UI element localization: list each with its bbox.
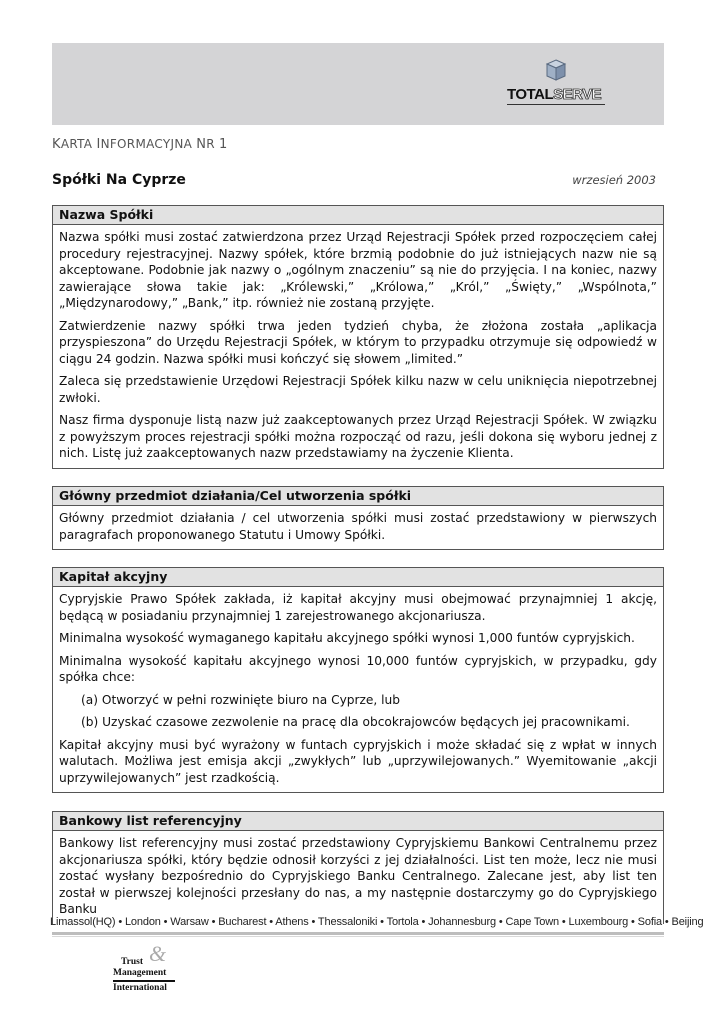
- paragraph: Minimalna wysokość wymaganego kapitału akcyjnego spółki wynosi 1,000 funtów cypryjskich.: [59, 631, 635, 645]
- paragraph: Bankowy list referencyjny musi zostać przedstawiony Cypryjskiemu Bankowi Centralnemu przez akcjonariusza spółki, który będzie odnosił korzyści z jej działalności. List ten może, lecz nie musi zostać wysłany bezpośrednio do Cypryjskiego Banku Centralnego. Zalecane jest, aby list ten został w pierwszej kolejności przesłany do nas, a my następnie dostarczymy go do Cypryjskiego Banku: [59, 836, 657, 916]
- list-item: (a) Otworzyć w pełni rozwinięte biuro na Cyprze, lub: [81, 692, 401, 707]
- logo-underline: [507, 104, 605, 105]
- paragraph: Cypryjskie Prawo Spółek zakłada, iż kapitał akcyjny musi obejmować przynajmniej 1 akcję, będącą w posiadaniu przynajmniej 1 zarejestrowanego akcjonariusza.: [59, 592, 657, 623]
- doc-date: wrzesień 2003: [572, 173, 656, 187]
- paragraph: Nazwa spółki musi zostać zatwierdzona przez Urząd Rejestracji Spółek przed rozpoczęciem całej procedury rejestracyjnej. Nazwy spółek, które brzmią podobnie do już istniejących nazw nie są akceptowane. Podobnie jak nazwy o „ogólnym znaczeniu” są nie do przyjęcia. I na koniec, nazwy zawierające słowa takie jak: „Królewski,” „Królowa,” „Król,” „Święty,” „Wspólnota,” „Międzynarodowy,” „Bank,” itp. również nie zostaną przyjęte.: [59, 230, 657, 310]
- tmi-line2: Management: [113, 968, 167, 978]
- tmi-ampersand: &: [149, 941, 167, 966]
- paragraph: Nasz firma dysponuje listą nazw już zaakceptowanych przez Urząd Rejestracji Spółek. W związku z powyższym proces rejestracji spółki można rozpocząć od razu, jeśli dokona się wyboru jednej z nich. Listę już zaakceptowanych nazw przedstawiamy na życzenie Klienta.: [59, 413, 657, 460]
- section-heading: Nazwa Spółki: [53, 206, 663, 225]
- section-bank-reference: [52, 811, 664, 924]
- paragraph: Zaleca się przedstawienie Urzędowi Rejestracji Spółek kilku nazw w celu uniknięcia niepotrzebnej zwłoki.: [59, 374, 657, 405]
- cube-logo-icon: [545, 58, 567, 82]
- section-heading: Główny przedmiot działania/Cel utworzenia spółki: [53, 487, 663, 506]
- tmi-rule: [113, 980, 175, 982]
- tmi-line3: International: [113, 983, 167, 993]
- logo-serve: SERVE: [553, 86, 602, 103]
- page-title: Spółki Na Cyprze: [52, 172, 186, 188]
- paragraph: Minimalna wysokość kapitału akcyjnego wynosi 10,000 funtów cypryjskich, w przypadku, gdy spółka chce:: [59, 653, 657, 684]
- section-share-capital: [52, 567, 664, 793]
- footer-divider: [52, 932, 664, 935]
- totalserve-logo: [507, 56, 607, 108]
- paragraph: Główny przedmiot działania / cel utworzenia spółki musi zostać przedstawiony w pierwszych paragrafach proponowanego Statutu i Umowy Spółki.: [59, 511, 657, 542]
- footer-divider-light: [52, 936, 664, 937]
- tmi-logo: [113, 941, 193, 999]
- list-item: (b) Uzyskać czasowe zezwolenie na pracę dla obcokrajowców będących jej pracownikami.: [81, 715, 630, 729]
- footer-cities: Limassol(HQ) • London • Warsaw • Bucharest • Athens • Thessaloniki • Tortola • Johannesburg • Cape Town • Luxembourg • Sofia • Beijing: [50, 916, 704, 928]
- section-business-purpose: [52, 486, 664, 550]
- section-company-name: [52, 205, 664, 469]
- section-heading: Kapitał akcyjny: [53, 568, 663, 587]
- logo-total: TOTAL: [507, 86, 554, 103]
- doc-label: KARTA INFORMACYJNA NR 1: [52, 137, 228, 152]
- paragraph: Kapitał akcyjny musi być wyrażony w funtach cypryjskich i może składać się z wpłat w innych walutach. Możliwa jest emisja akcji „zwykłych” lub „uprzywilejowanych.” Wyemitowanie „akcji uprzywilejowanych” jest rzadkością.: [59, 737, 657, 785]
- paragraph: Zatwierdzenie nazwy spółki trwa jeden tydzień chyba, że złożona została „aplikacja przyspieszona” do Urzędu Rejestracji Spółek, w którym to przypadku otrzymuje się odpowiedź w ciągu 24 godzin. Nazwa spółki musi kończyć się słowem „limited.”: [59, 318, 657, 366]
- section-heading: Bankowy list referencyjny: [53, 812, 663, 831]
- logo-wordmark: [507, 86, 601, 103]
- tmi-line1: Trust: [121, 957, 143, 967]
